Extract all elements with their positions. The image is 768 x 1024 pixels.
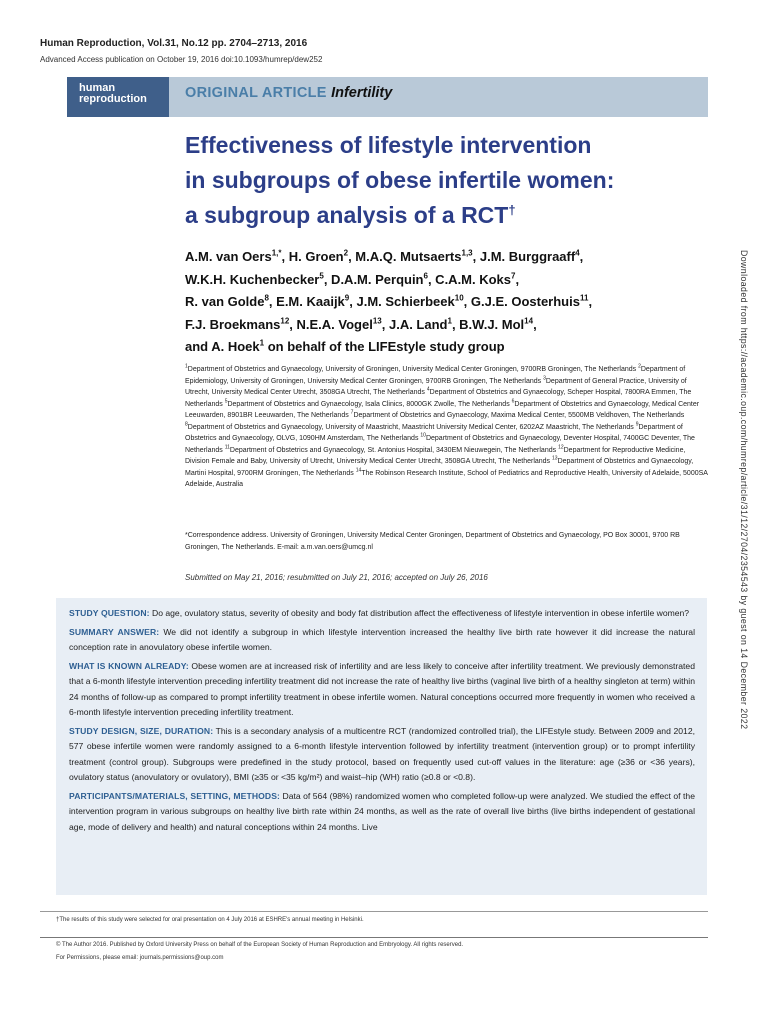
abstract-section: [69, 724, 695, 786]
affiliation-text: Department of Obstetrics and Gynaecology, Maxima Medical Center, 5500MB Veldhoven, The Netherlands: [353, 412, 685, 419]
affiliation-number: 8: [185, 421, 188, 428]
affiliation-text: Department of General Practice, University of Utrecht, University Medical Center Utrecht, 3508GA Utrecht, The Netherlands: [185, 377, 687, 396]
author-name: , M.A.Q. Mutsaerts: [348, 249, 462, 264]
affiliation-number: 14: [355, 467, 362, 474]
structured-abstract: [56, 598, 707, 895]
author-line: [185, 291, 705, 314]
author-affiliation-mark: 1,*: [271, 248, 282, 258]
author-name: and A. Hoek: [185, 339, 260, 354]
affiliation-number: 10: [420, 432, 426, 439]
copyright-notice: © The Author 2016. Published by Oxford University Press on behalf of the European Society of Human Reproduction and Embryology. All rights reserved.: [56, 942, 464, 948]
author-name: ,: [533, 316, 537, 332]
author-affiliation-mark: 14: [524, 316, 534, 326]
author-name: ,: [515, 271, 520, 287]
author-line: [185, 246, 705, 269]
abstract-text: Data of 564 (98%) randomized women who completed follow-up were analyzed. We studied the effect of the intervention program in various subgroups on healthy live birth rate within 24 months, as well as the rate of overall live births (live births independent of gestational age, mode of delivery and health) and natural conceptions within 24 months. Live: [69, 790, 695, 832]
author-name: on behalf of the LIFEstyle study group: [264, 339, 505, 354]
abstract-section: [69, 606, 695, 622]
author-name: R. van Golde: [185, 294, 265, 309]
copyright-divider: [40, 937, 708, 938]
download-watermark: Downloaded from https://academic.oup.com/humrep/article/31/12/2704/2354543 by guest on 14 December 2022: [739, 250, 749, 730]
author-affiliation-mark: 6: [423, 271, 428, 281]
affiliation-text: Department of Obstetrics and Gynaecology, Scheper Hospital, 7800RA Emmen, The Netherlands: [185, 389, 692, 408]
affiliation-number: 9: [635, 421, 639, 428]
author-name: F.J. Broekmans: [185, 316, 281, 332]
author-affiliation-mark: 8: [264, 293, 269, 303]
author-name: , G.J.E. Oosterhuis: [463, 294, 580, 309]
logo-line-1: human: [79, 82, 116, 94]
abstract-heading: PARTICIPANTS/MATERIALS, SETTING, METHODS:: [69, 790, 281, 801]
title-line-3-text: a subgroup analysis of a RCT: [185, 202, 509, 228]
article-title: [185, 128, 725, 233]
affiliation-number: 11: [224, 444, 230, 451]
footnote-divider: [40, 911, 708, 912]
correspondence-address: *Correspondence address. University of Groningen, University Medical Center Groningen, Department of Obstetrics and Gynaecology, PO Box 30001, 9700 RB Groningen, The Netherlands. E-mail: a.m.van.oers@umcg.nl: [185, 532, 680, 551]
author-name: , N.E.A. Vogel: [289, 316, 373, 332]
author-affiliation-mark: 11: [579, 293, 589, 303]
article-type: [185, 85, 392, 101]
author-affiliation-mark: 1: [447, 316, 452, 326]
abstract-heading: STUDY QUESTION:: [69, 608, 150, 618]
author-name: A.M. van Oers: [185, 249, 272, 264]
article-type-label: ORIGINAL ARTICLE: [185, 85, 327, 101]
author-affiliation-mark: 10: [454, 293, 464, 303]
author-affiliation-mark: 2: [343, 248, 349, 258]
author-list: [185, 246, 705, 359]
section-label: Infertility: [331, 85, 393, 101]
affiliation-number: 6: [511, 398, 515, 405]
author-affiliation-mark: 5: [319, 271, 324, 281]
author-name: ,: [588, 294, 593, 309]
affiliation-text: Department of Obstetrics and Gynaecology, University of Groningen, University Medical Center Groningen, 9700RB Groningen, The Netherlands: [187, 366, 639, 373]
abstract-section: [69, 659, 695, 721]
affiliation-text: Department of Obstetrics and Gynaecology, Martini Hospital, 9700RM Groningen, The Netherlands: [185, 458, 694, 477]
journal-citation: Human Reproduction, Vol.31, No.12 pp. 2704–2713, 2016: [40, 38, 308, 49]
affiliation-number: 5: [224, 398, 228, 405]
author-name: W.K.H. Kuchenbecker: [185, 271, 320, 287]
affiliation-number: 13: [552, 455, 558, 462]
title-dagger: †: [508, 202, 516, 218]
author-affiliation-mark: 13: [372, 316, 382, 326]
permissions-notice: For Permissions, please email: journals.permissions@oup.com: [56, 955, 224, 961]
affiliation-text: Department of Obstetrics and Gynaecology, OLVG, 1090HM Amsterdam, The Netherlands: [185, 423, 683, 442]
author-name: , J.M. Burggraaff: [472, 249, 576, 264]
affiliation-text: The Robinson Research Institute, School of Pediatrics and Reproductive Health, University of Adelaide, 5000SA Adelaide, Australia: [185, 469, 708, 488]
title-line-2: in subgroups of obese infertile women:: [185, 167, 615, 193]
affiliation-number: 3: [543, 375, 546, 382]
title-line-3: [185, 198, 725, 233]
author-line: [185, 336, 705, 359]
affiliation-text: Department of Obstetrics and Gynaecology, University of Maastricht, Maastricht University Medical Center, 6202AZ Maastricht, The Netherlands: [187, 423, 636, 431]
author-name: , B.W.J. Mol: [451, 316, 525, 332]
author-line: [185, 269, 705, 292]
logo-line-2: reproduction: [79, 93, 147, 105]
access-line: Advanced Access publication on October 19, 2016 doi:10.1093/humrep/dew252: [40, 55, 323, 64]
author-name: , E.M. Kaaijk: [268, 294, 345, 309]
affiliation-text: Department for Reproductive Medicine, Division Female and Baby, University of Utrecht, University Medical Center Utrecht, 3508GA Utrecht, The Netherlands: [185, 446, 686, 465]
author-name: , D.A.M. Perquin: [323, 271, 424, 287]
author-name: , H. Groen: [281, 249, 344, 264]
affiliation-number: 1: [185, 363, 188, 370]
affiliation-text: Department of Obstetrics and Gynaecology, St. Antonius Hospital, 3430EM Nieuwegein, The Netherlands: [229, 446, 559, 454]
abstract-heading: STUDY DESIGN, SIZE, DURATION:: [69, 725, 214, 736]
author-line: [185, 314, 705, 337]
author-name: ,: [579, 249, 584, 264]
affiliation-number: 12: [558, 444, 564, 451]
affiliation-text: Department of Epidemiology, University of Groningen, University Medical Center Groningen, 9700RB Groningen, The Netherlands: [185, 366, 686, 385]
author-affiliation-mark: 1,3: [461, 248, 473, 258]
affiliations: [185, 364, 710, 491]
author-affiliation-mark: 12: [280, 316, 290, 326]
footnote: †The results of this study were selected for oral presentation on 4 July 2016 at ESHRE's annual meeting in Helsinki.: [56, 917, 364, 923]
affiliation-number: 7: [350, 409, 354, 416]
abstract-heading: WHAT IS KNOWN ALREADY:: [69, 660, 189, 671]
abstract-text: We did not identify a subgroup in which lifestyle intervention increased the healthy live birth rate however it did increase the natural conception rate in anovulatory obese infertile women.: [69, 626, 695, 652]
affiliation-text: Department of Obstetrics and Gynaecology, Medical Center Leeuwarden, 8901BR Leeuwarden, The Netherlands: [185, 400, 700, 419]
author-name: , J.M. Schierbeek: [349, 294, 455, 309]
author-affiliation-mark: 1: [259, 338, 265, 348]
affiliation-text: Department of Obstetrics and Gynaecology, Deventer Hospital, 7400GC Deventer, The Netherlands: [185, 435, 695, 454]
abstract-text: Obese women are at increased risk of infertility and are less likely to conceive after infertility treatment. We previously demonstrated that a 6-month lifestyle intervention preceding infertility treatment did not increase the rate of healthy live births (vaginal live birth of a healthy singleton at term) within 24 months of follow-up as compared to prompt infertility treatment in obese infertile women. Natural conceptions occurred more frequently in women who received a 6-month lifestyle intervention preceding infertility treatment.: [69, 660, 695, 717]
affiliation-number: 4: [426, 386, 430, 393]
submission-dates: Submitted on May 21, 2016; resubmitted on July 21, 2016; accepted on July 26, 2016: [185, 573, 488, 582]
author-affiliation-mark: 7: [511, 271, 516, 281]
abstract-text: Do age, ovulatory status, severity of obesity and body fat distribution affect the effectiveness of lifestyle intervention in obese infertile women?: [149, 608, 690, 618]
affiliation-text: Department of Obstetrics and Gynaecology, Isala Clinics, 8000GK Zwolle, The Netherlands: [227, 400, 512, 408]
title-line-1: Effectiveness of lifestyle intervention: [185, 132, 592, 158]
abstract-heading: SUMMARY ANSWER:: [69, 626, 160, 637]
abstract-text: This is a secondary analysis of a multicentre RCT (randomized controlled trial), the LIFEstyle study. Between 2009 and 2012, 577 obese infertile women were randomly assigned to a 6-month lifestyle intervention followed by infertility treatment (intervention group) or to prompt infertility treatment (control group). Subgroups were predefined in the study protocol, based on frequently used cut-off values in the literature: age (≥36 or <36 years), ovulatory status (anovulatory or ovulatory), BMI (≥35 or <35 kg/m²) and waist–hip (WH) ratio (≥0.8 or <0.8).: [69, 725, 695, 782]
affiliation-number: 2: [638, 363, 641, 370]
abstract-section: [69, 625, 695, 656]
abstract-section: [69, 789, 695, 836]
author-affiliation-mark: 9: [344, 293, 350, 303]
author-name: , J.A. Land: [381, 316, 448, 332]
journal-logo: [67, 77, 169, 117]
author-affiliation-mark: 4: [575, 248, 580, 258]
author-name: , C.A.M. Koks: [427, 271, 512, 287]
